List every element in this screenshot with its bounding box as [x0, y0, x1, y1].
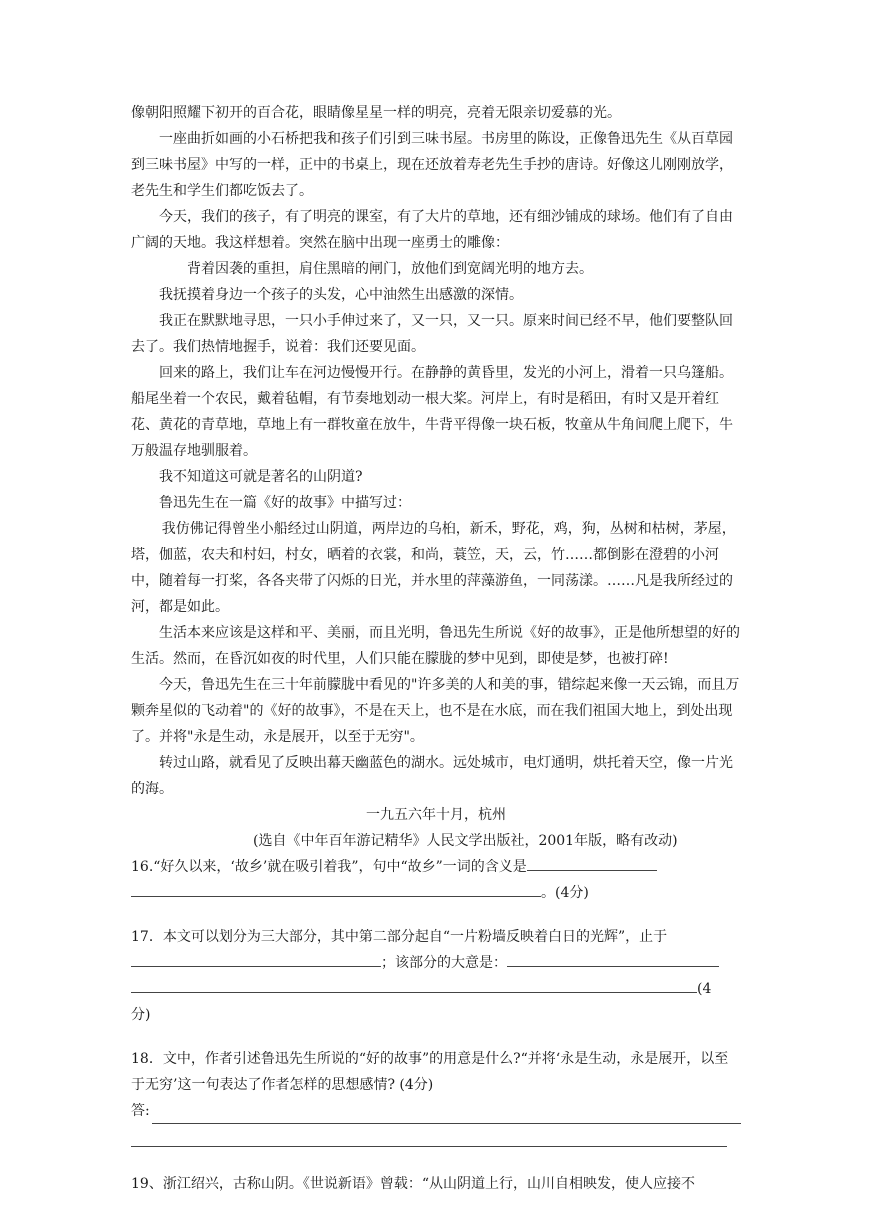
- question-17-mid-text: ；该部分的大意是：: [381, 955, 507, 971]
- paragraph-9: 鲁迅先生在一篇《好的故事》中描写过：: [159, 495, 411, 511]
- paragraph-10-quote: 我仿佛记得曾坐小船经过山阴道，两岸边的乌桕，新禾，野花，鸡，狗，丛树和枯树，茅屋，塔，伽蓝，农夫和村妇，村女，晒着的衣裳，和尚，蓑笠，天，云，竹……都倒影在澄碧的小河中，随着每一打桨，各各夹带了闪烁的日光，并水里的萍藻游鱼，一同荡漾。……凡是我所经过的河，都是如此。: [131, 521, 736, 615]
- paragraph-8: 我不知道这可就是著名的山阴道?: [159, 469, 363, 485]
- paragraph-1: 像朝阳照耀下初开的百合花，眼睛像星星一样的明亮，亮着无限亲切爱慕的光。: [131, 105, 621, 121]
- question-17-blank-end[interactable]: [131, 950, 381, 967]
- question-18-answer-label: 答:: [131, 1103, 150, 1119]
- question-16-line-2: [131, 880, 741, 906]
- question-17-line-3: [131, 976, 741, 1002]
- question-18-answer-line-1[interactable]: [152, 1107, 741, 1124]
- question-18-answer-row: [131, 1098, 741, 1124]
- question-17: 17．本文可以划分为三大部分，其中第二部分起自“一片粉墙反映着白日的光辉”，止于: [131, 929, 668, 945]
- question-18-answer-line-2[interactable]: [131, 1130, 727, 1147]
- paragraph-7: 回来的路上，我们让车在河边慢慢开行。在静静的黄昏里，发光的小河上，滑着一只乌篷船。船尾坐着一个农民，戴着毡帽，有节奏地划动一根大桨。河岸上，有时是稻田，有时又是开着红花、黄花的青草地，草地上有一群牧童在放牛，牛背平得像一块石板，牧童从牛角间爬上爬下，牛万般温存地驯服着。: [131, 365, 733, 459]
- question-16-score: 。(4分): [541, 885, 589, 901]
- paragraph-11: 生活本来应该是这样和平、美丽，而且光明，鲁迅先生所说《好的故事》，正是他所想望的好的生活。然而，在昏沉如夜的时代里，人们只能在朦胧的梦中见到，即使是梦，也被打碎!: [131, 625, 740, 667]
- paragraph-3: 今天，我们的孩子，有了明亮的课室，有了大片的草地，还有细沙铺成的球场。他们有了自由广阔的天地。我这样想着。突然在脑中出现一座勇士的雕像：: [131, 209, 733, 251]
- question-17-line-2: [131, 950, 741, 976]
- paragraph-6: 我正在默默地寻思，一只小手伸过来了，又一只，又一只。原来时间已经不早，他们要整队回去了。我们热情地握手，说着：我们还要见面。: [131, 313, 733, 355]
- question-16: [131, 854, 741, 880]
- paragraph-13: 转过山路，就看见了反映出幕天幽蓝色的湖水。远处城市，电灯通明，烘托着天空，像一片光的海。: [131, 755, 733, 797]
- document-page: [131, 100, 741, 1197]
- question-17-score-b: 分): [131, 1007, 151, 1023]
- question-16-blank-1[interactable]: [527, 854, 657, 871]
- paragraph-5: 我抚摸着身边一个孩子的头发，心中油然生出感激的深情。: [159, 287, 523, 303]
- question-17-score-a: (4: [697, 981, 712, 997]
- question-16-text: 16.“好久以来，‘故乡’就在吸引着我”，句中“故乡”一词的含义是: [131, 859, 527, 875]
- question-17-blank-summary-1[interactable]: [507, 950, 719, 967]
- article-date: 一九五六年十月，杭州: [366, 807, 506, 823]
- question-17-blank-summary-2[interactable]: [131, 976, 697, 993]
- question-19: 19、浙江绍兴，古称山阴。《世说新语》曾载：“从山阴道上行，山川自相映发，使人应接不: [131, 1176, 695, 1192]
- paragraph-2: 一座曲折如画的小石桥把我和孩子们引到三味书屋。书房里的陈设，正像鲁迅先生《从百草园到三味书屋》中写的一样，正中的书桌上，现在还放着寿老先生手抄的唐诗。好像这儿刚刚放学，老先生和学生们都吃饭去了。: [131, 131, 733, 199]
- paragraph-12: 今天，鲁迅先生在三十年前朦胧中看见的"许多美的人和美的事，错综起来像一天云锦，而且万颗奔星似的飞动着"的《好的故事》，不是在天上，也不是在水底，而在我们祖国大地上，到处出现了。并将"永是生动，永是展开，以至于无穷"。: [131, 677, 740, 745]
- article-source: (选自《中年百年游记精华》人民文学出版社，2001年版，略有改动): [253, 833, 678, 849]
- question-18: 18．文中，作者引述鲁迅先生所说的“好的故事”的用意是什么?“并将‘永是生动，永是展开，以至于无穷’这一句表达了作者怎样的思想感情? (4分): [131, 1051, 729, 1093]
- paragraph-4-quote: 背着因袭的重担，肩住黑暗的闸门，放他们到宽阔光明的地方去。: [187, 261, 593, 277]
- question-16-blank-2[interactable]: [131, 880, 541, 897]
